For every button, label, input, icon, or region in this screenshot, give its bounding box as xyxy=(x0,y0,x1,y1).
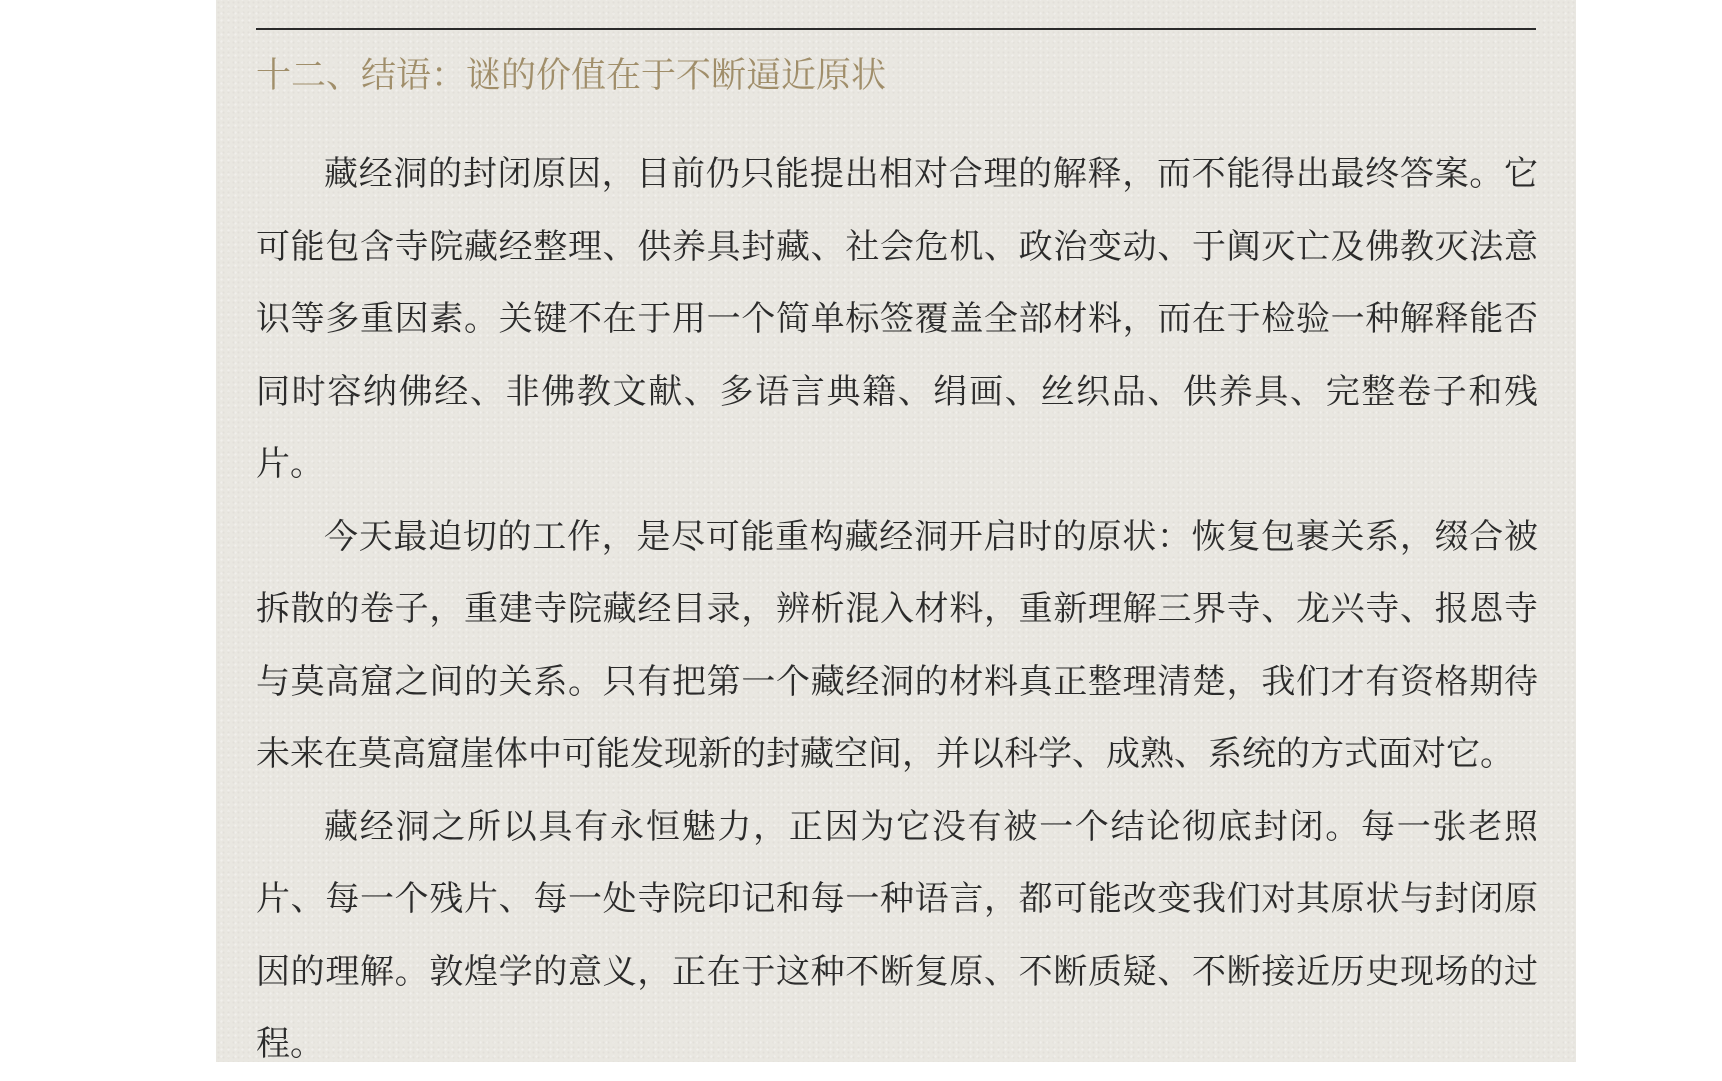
section-heading: 十二、结语：谜的价值在于不断逼近原状 xyxy=(256,56,887,96)
paragraph-1: 藏经洞的封闭原因，目前仍只能提出相对合理的解释，而不能得出最终答案。它可能包含寺院藏经整理、供养具封藏、社会危机、政治变动、于阗灭亡及佛教灭法意识等多重因素。关键不在于用一个简单标签覆盖全部材料，而在于检验一种解释能否同时容纳佛经、非佛教文献、多语言典籍、绢画、丝织品、供养具、完整卷子和残片。 xyxy=(256,154,1538,484)
section-divider xyxy=(256,28,1536,30)
article-page xyxy=(216,0,1576,1062)
paragraph-3: 藏经洞之所以具有永恒魅力，正因为它没有被一个结论彻底封闭。每一张老照片、每一个残片、每一处寺院印记和每一种语言，都可能改变我们对其原状与封闭原因的理解。敦煌学的意义，正在于这种不断复原、不断质疑、不断接近历史现场的过程。 xyxy=(256,806,1538,1064)
article-body xyxy=(256,138,1538,1081)
paragraph-2: 今天最迫切的工作，是尽可能重构藏经洞开启时的原状：恢复包裹关系，缀合被拆散的卷子，重建寺院藏经目录，辨析混入材料，重新理解三界寺、龙兴寺、报恩寺与莫高窟之间的关系。只有把第一个藏经洞的材料真正整理清楚，我们才有资格期待未来在莫高窟崖体中可能发现新的封藏空间，并以科学、成熟、系统的方式面对它。 xyxy=(256,516,1538,774)
